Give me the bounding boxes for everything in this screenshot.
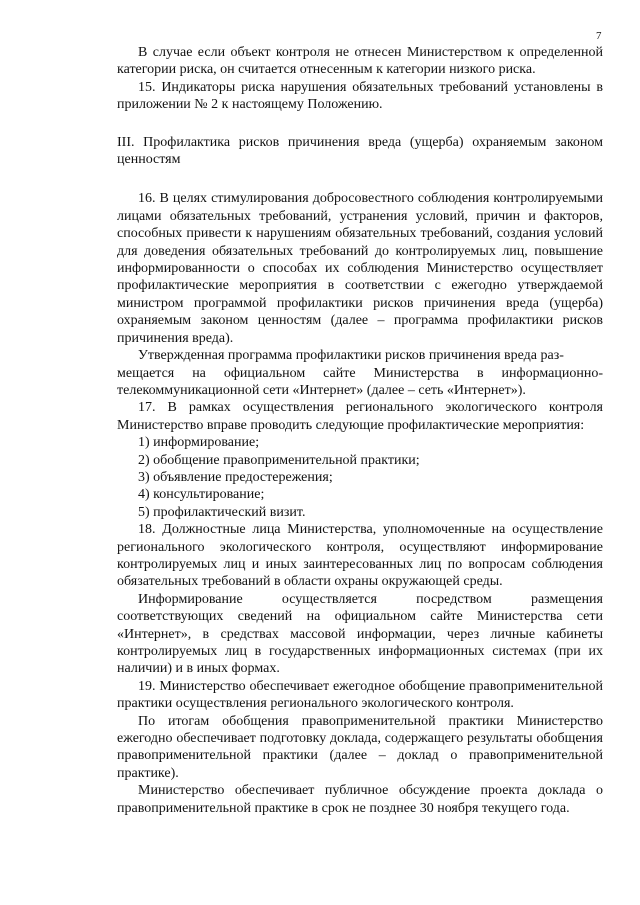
paragraph-16-program-line3: телекоммуникационной сети «Интернет» (далее – сеть «Интернет»). xyxy=(117,382,526,398)
paragraph-18-informing: Информирование осуществляется посредством размещения соответствующих сведений на официальном сайте Министерства сети «Интернет», в средствах массовой информации, через личные кабинеты контролируемых лиц в государственных информационных системах (при их наличии) и в иных формах. xyxy=(117,591,603,677)
list-item: 3) объявление предостережения; xyxy=(138,469,333,485)
paragraph-16-program-line2 xyxy=(117,365,603,382)
paragraph-19: 19. Министерство обеспечивает ежегодное обобщение правоприменительной практики осуществления регионального экологического контроля. xyxy=(117,678,603,712)
paragraph-16: 16. В целях стимулирования добросовестного соблюдения контролируемыми лицами обязательных требований, устранения условий, причин и факторов, способных привести к нарушениям обязательных требований, создания условий для доведения обязательных требований до контролируемых лиц, повышение информированности о способах их соблюдения Министерство осуществляет профилактические мероприятия в соответствии с ежегодно утверждаемой министром программой профилактики рисков причинения вреда (ущерба) охраняемым законом ценностям (далее – программа профилактики рисков причинения вреда). xyxy=(117,191,603,346)
word: в xyxy=(476,365,484,381)
word: сайте xyxy=(323,365,356,381)
paragraph-18: 18. Должностные лица Министерства, уполномоченные на осуществление регионального экологического контроля, осуществляют информирование контролируемых лиц и иных заинтересованных лиц по вопросам соблюдения обязательных требований в области охраны окружающей среды. xyxy=(117,522,603,590)
word: на xyxy=(192,365,206,381)
document-body xyxy=(117,44,603,817)
word: информационно- xyxy=(501,365,603,381)
section-title: III. Профилактика рисков причинения вреда (ущерба) охраняемым законом ценностям xyxy=(117,134,603,168)
word: официальном xyxy=(223,365,306,381)
paragraph-16-program-line1: Утвержденная программа профилактики рисков причинения вреда раз- xyxy=(138,348,564,364)
paragraph-risk-category: В случае если объект контроля не отнесен Министерством к определенной категории риска, он считается отнесенным к категории низкого риска. xyxy=(117,45,603,78)
paragraph-15: 15. Индикаторы риска нарушения обязательных требований установлены в приложении № 2 к настоящему Положению. xyxy=(117,79,603,113)
list-item: 2) обобщение правоприменительной практики; xyxy=(138,452,420,468)
page-number: 7 xyxy=(596,30,602,42)
list-item: 4) консультирование; xyxy=(138,487,265,503)
paragraph-17: 17. В рамках осуществления регионального экологического контроля Министерство вправе проводить следующие профилактические мероприятия: xyxy=(117,400,603,433)
list-item: 5) профилактический визит. xyxy=(138,504,306,520)
paragraph-16-program xyxy=(117,347,603,364)
paragraph-19-report: По итогам обобщения правоприменительной практики Министерство ежегодно обеспечивает подготовку доклада, содержащего результаты обобщения правоприменительной практики (далее – доклад о правоприменительной практике). xyxy=(117,713,603,781)
list-item: 1) информирование; xyxy=(138,435,260,451)
word: Министерства xyxy=(373,365,459,381)
paragraph-19-discussion: Министерство обеспечивает публичное обсуждение проекта доклада о правоприменительной практике в срок не позднее 30 ноября текущего года. xyxy=(117,783,603,816)
word: мещается xyxy=(117,365,175,381)
